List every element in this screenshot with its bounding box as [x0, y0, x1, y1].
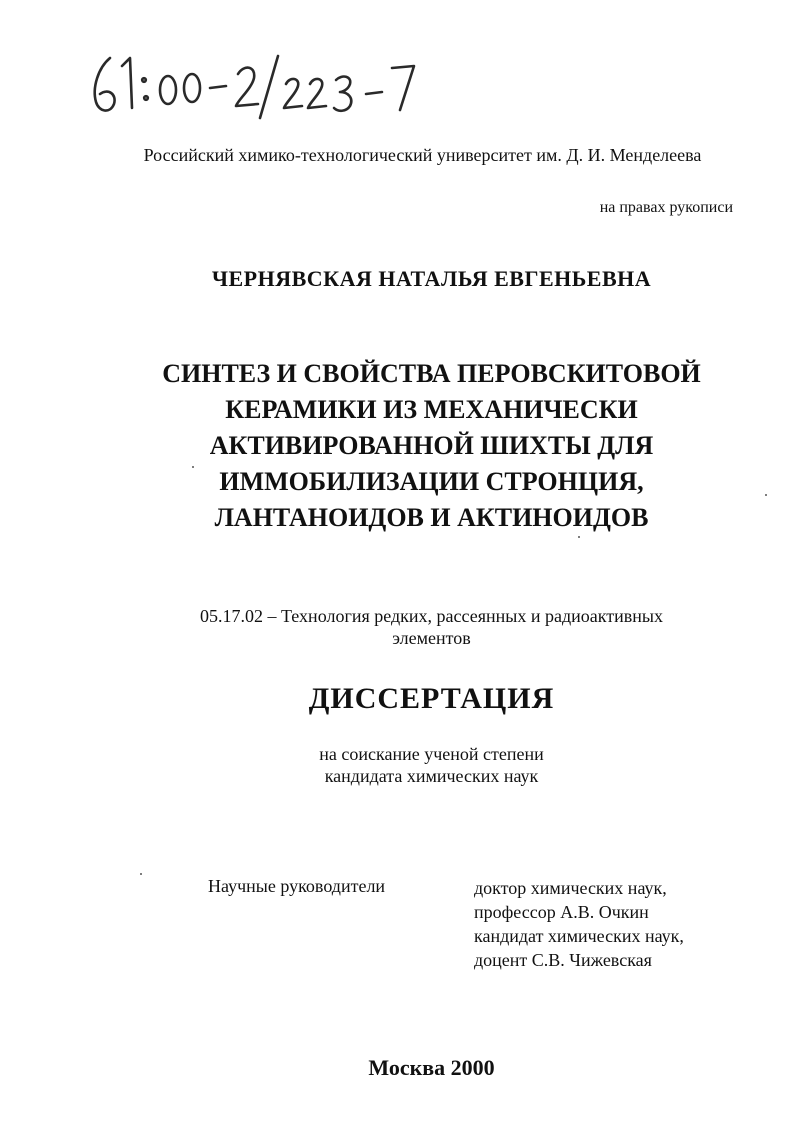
supervisor-line: профессор А.В. Очкин [474, 902, 649, 922]
degree-statement [0, 743, 793, 787]
supervisor-line: доктор химических наук, [474, 878, 667, 898]
supervisor-line: доцент С.В. Чижевская [474, 950, 652, 970]
specialty-line: 05.17.02 – Технология редких, рассеянных и радиоактивных [200, 606, 663, 626]
scan-speck [192, 466, 194, 468]
title-line: ИММОБИЛИЗАЦИИ СТРОНЦИЯ, [219, 467, 644, 496]
specialty-code [0, 605, 793, 649]
title-line: СИНТЕЗ И СВОЙСТВА ПЕРОВСКИТОВОЙ [162, 359, 701, 388]
scan-speck [140, 873, 142, 875]
supervisor-line: кандидат химических наук, [474, 926, 684, 946]
dissertation-title [0, 356, 793, 536]
title-line: КЕРАМИКИ ИЗ МЕХАНИЧЕСКИ [225, 395, 638, 424]
title-line: ЛАНТАНОИДОВ И АКТИНОИДОВ [214, 503, 649, 532]
degree-line: кандидата химических наук [324, 766, 539, 786]
specialty-line: элементов [392, 628, 471, 648]
supervisors-label: Научные руководители [208, 876, 386, 896]
handwritten-archive-mark-drawing [88, 44, 488, 134]
author-name: ЧЕРНЯВСКАЯ НАТАЛЬЯ ЕВГЕНЬЕВНА [211, 266, 652, 291]
title-line: АКТИВИРОВАННОЙ ШИХТЫ ДЛЯ [209, 431, 654, 460]
handwritten-archive-mark [88, 44, 488, 134]
university-name: Российский химико-технологический университет им. Д. И. Менделеева [143, 145, 702, 165]
scan-speck [765, 494, 767, 496]
document-type: ДИССЕРТАЦИЯ [308, 682, 555, 715]
supervisors-list [474, 876, 684, 972]
scan-speck [578, 536, 580, 538]
rights-note: на правах рукописи [599, 199, 733, 216]
city-year: Москва 2000 [368, 1055, 495, 1080]
degree-line: на соискание ученой степени [319, 744, 544, 764]
